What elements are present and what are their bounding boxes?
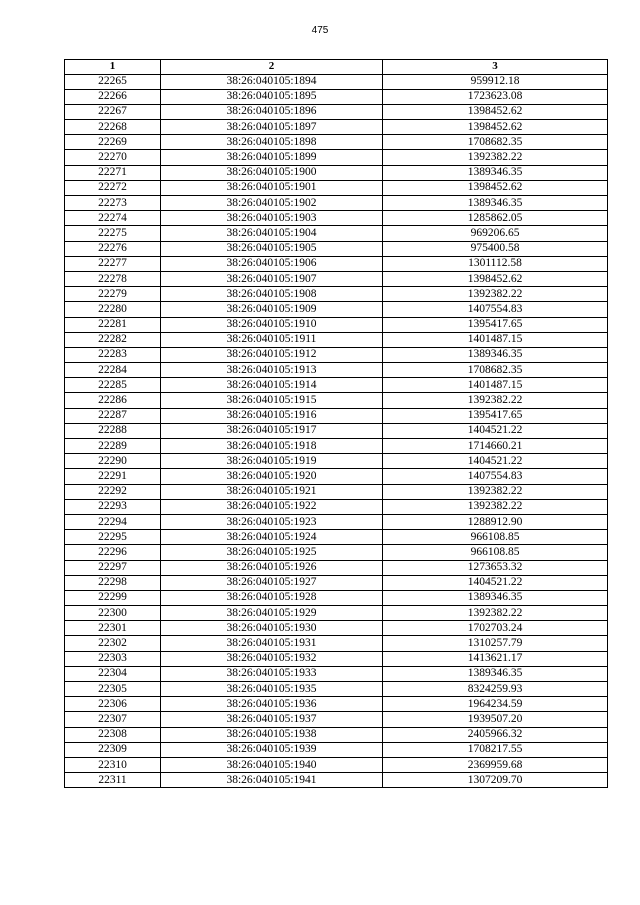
row-number-cell: 22267 <box>65 104 161 119</box>
value-cell: 1708217.55 <box>383 742 608 757</box>
cadastral-number-cell: 38:26:040105:1922 <box>161 499 383 514</box>
cadastral-number-cell: 38:26:040105:1901 <box>161 180 383 195</box>
row-number-cell: 22307 <box>65 712 161 727</box>
value-cell: 1392382.22 <box>383 287 608 302</box>
cadastral-number-cell: 38:26:040105:1920 <box>161 469 383 484</box>
value-cell: 1389346.35 <box>383 666 608 681</box>
cadastral-number-cell: 38:26:040105:1932 <box>161 651 383 666</box>
value-cell: 1285862.05 <box>383 211 608 226</box>
cadastral-number-cell: 38:26:040105:1912 <box>161 347 383 362</box>
table-row <box>65 347 608 362</box>
table-row <box>65 393 608 408</box>
table-row <box>65 697 608 712</box>
value-cell: 1389346.35 <box>383 590 608 605</box>
value-cell: 2405966.32 <box>383 727 608 742</box>
row-number-cell: 22288 <box>65 423 161 438</box>
table-header <box>65 60 608 75</box>
cadastral-number-cell: 38:26:040105:1940 <box>161 757 383 772</box>
data-table <box>64 59 608 788</box>
row-number-cell: 22311 <box>65 773 161 788</box>
column-header-3: 3 <box>383 60 608 75</box>
row-number-cell: 22283 <box>65 347 161 362</box>
table-row <box>65 742 608 757</box>
table-row <box>65 590 608 605</box>
table-row <box>65 211 608 226</box>
value-cell: 1407554.83 <box>383 469 608 484</box>
table-row <box>65 499 608 514</box>
row-number-cell: 22295 <box>65 530 161 545</box>
table-row <box>65 757 608 772</box>
row-number-cell: 22298 <box>65 575 161 590</box>
table-row <box>65 545 608 560</box>
cadastral-number-cell: 38:26:040105:1933 <box>161 666 383 681</box>
value-cell: 1392382.22 <box>383 499 608 514</box>
row-number-cell: 22308 <box>65 727 161 742</box>
row-number-cell: 22301 <box>65 621 161 636</box>
cadastral-number-cell: 38:26:040105:1911 <box>161 332 383 347</box>
table-row <box>65 530 608 545</box>
table-row <box>65 439 608 454</box>
cadastral-number-cell: 38:26:040105:1896 <box>161 104 383 119</box>
row-number-cell: 22266 <box>65 89 161 104</box>
column-header-2: 2 <box>161 60 383 75</box>
table-row <box>65 74 608 89</box>
cadastral-number-cell: 38:26:040105:1904 <box>161 226 383 241</box>
row-number-cell: 22289 <box>65 439 161 454</box>
row-number-cell: 22296 <box>65 545 161 560</box>
cadastral-number-cell: 38:26:040105:1926 <box>161 560 383 575</box>
value-cell: 959912.18 <box>383 74 608 89</box>
cadastral-number-cell: 38:26:040105:1919 <box>161 454 383 469</box>
cadastral-number-cell: 38:26:040105:1918 <box>161 439 383 454</box>
value-cell: 1404521.22 <box>383 423 608 438</box>
value-cell: 1398452.62 <box>383 120 608 135</box>
value-cell: 1273653.32 <box>383 560 608 575</box>
table-row <box>65 423 608 438</box>
table-row <box>65 621 608 636</box>
cadastral-number-cell: 38:26:040105:1929 <box>161 606 383 621</box>
cadastral-number-cell: 38:26:040105:1910 <box>161 317 383 332</box>
cadastral-number-cell: 38:26:040105:1936 <box>161 697 383 712</box>
value-cell: 1398452.62 <box>383 104 608 119</box>
table-row <box>65 408 608 423</box>
table-row <box>65 196 608 211</box>
row-number-cell: 22272 <box>65 180 161 195</box>
row-number-cell: 22285 <box>65 378 161 393</box>
cadastral-number-cell: 38:26:040105:1907 <box>161 271 383 286</box>
value-cell: 1407554.83 <box>383 302 608 317</box>
table-row <box>65 287 608 302</box>
value-cell: 1395417.65 <box>383 317 608 332</box>
value-cell: 1723623.08 <box>383 89 608 104</box>
row-number-cell: 22306 <box>65 697 161 712</box>
row-number-cell: 22287 <box>65 408 161 423</box>
value-cell: 1714660.21 <box>383 439 608 454</box>
table-row <box>65 135 608 150</box>
row-number-cell: 22300 <box>65 606 161 621</box>
cadastral-number-cell: 38:26:040105:1908 <box>161 287 383 302</box>
table-row <box>65 226 608 241</box>
value-cell: 1392382.22 <box>383 150 608 165</box>
row-number-cell: 22278 <box>65 271 161 286</box>
cadastral-number-cell: 38:26:040105:1937 <box>161 712 383 727</box>
value-cell: 1964234.59 <box>383 697 608 712</box>
table-row <box>65 469 608 484</box>
value-cell: 1401487.15 <box>383 332 608 347</box>
table-row <box>65 454 608 469</box>
table-row <box>65 150 608 165</box>
table-row <box>65 89 608 104</box>
row-number-cell: 22309 <box>65 742 161 757</box>
cadastral-number-cell: 38:26:040105:1903 <box>161 211 383 226</box>
value-cell: 1708682.35 <box>383 363 608 378</box>
value-cell: 1389346.35 <box>383 165 608 180</box>
value-cell: 966108.85 <box>383 545 608 560</box>
value-cell: 2369959.68 <box>383 757 608 772</box>
row-number-cell: 22275 <box>65 226 161 241</box>
value-cell: 1395417.65 <box>383 408 608 423</box>
row-number-cell: 22269 <box>65 135 161 150</box>
table-row <box>65 727 608 742</box>
table-row <box>65 241 608 256</box>
cadastral-number-cell: 38:26:040105:1927 <box>161 575 383 590</box>
value-cell: 969206.65 <box>383 226 608 241</box>
value-cell: 1404521.22 <box>383 454 608 469</box>
row-number-cell: 22282 <box>65 332 161 347</box>
table-row <box>65 682 608 697</box>
table-row <box>65 120 608 135</box>
table-row <box>65 636 608 651</box>
row-number-cell: 22279 <box>65 287 161 302</box>
row-number-cell: 22270 <box>65 150 161 165</box>
value-cell: 1389346.35 <box>383 347 608 362</box>
value-cell: 1404521.22 <box>383 575 608 590</box>
cadastral-number-cell: 38:26:040105:1915 <box>161 393 383 408</box>
value-cell: 1288912.90 <box>383 514 608 529</box>
cadastral-number-cell: 38:26:040105:1898 <box>161 135 383 150</box>
table-row <box>65 165 608 180</box>
value-cell: 1398452.62 <box>383 271 608 286</box>
row-number-cell: 22303 <box>65 651 161 666</box>
table-row <box>65 651 608 666</box>
column-header-1: 1 <box>65 60 161 75</box>
table-row <box>65 773 608 788</box>
table-row <box>65 332 608 347</box>
row-number-cell: 22305 <box>65 682 161 697</box>
row-number-cell: 22310 <box>65 757 161 772</box>
value-cell: 1401487.15 <box>383 378 608 393</box>
value-cell: 1708682.35 <box>383 135 608 150</box>
cadastral-number-cell: 38:26:040105:1897 <box>161 120 383 135</box>
table-row <box>65 378 608 393</box>
value-cell: 1301112.58 <box>383 256 608 271</box>
table-row <box>65 712 608 727</box>
row-number-cell: 22277 <box>65 256 161 271</box>
row-number-cell: 22268 <box>65 120 161 135</box>
row-number-cell: 22299 <box>65 590 161 605</box>
table-row <box>65 271 608 286</box>
row-number-cell: 22297 <box>65 560 161 575</box>
cadastral-number-cell: 38:26:040105:1895 <box>161 89 383 104</box>
cadastral-number-cell: 38:26:040105:1939 <box>161 742 383 757</box>
row-number-cell: 22286 <box>65 393 161 408</box>
value-cell: 1307209.70 <box>383 773 608 788</box>
cadastral-number-cell: 38:26:040105:1914 <box>161 378 383 393</box>
cadastral-number-cell: 38:26:040105:1924 <box>161 530 383 545</box>
row-number-cell: 22302 <box>65 636 161 651</box>
row-number-cell: 22281 <box>65 317 161 332</box>
cadastral-number-cell: 38:26:040105:1941 <box>161 773 383 788</box>
table-body <box>65 74 608 788</box>
page-number: 475 <box>311 25 329 36</box>
table-row <box>65 363 608 378</box>
value-cell: 966108.85 <box>383 530 608 545</box>
cadastral-number-cell: 38:26:040105:1923 <box>161 514 383 529</box>
cadastral-number-cell: 38:26:040105:1899 <box>161 150 383 165</box>
row-number-cell: 22280 <box>65 302 161 317</box>
table-row <box>65 484 608 499</box>
table-row <box>65 302 608 317</box>
value-cell: 1702703.24 <box>383 621 608 636</box>
row-number-cell: 22273 <box>65 196 161 211</box>
table-row <box>65 575 608 590</box>
table-row <box>65 180 608 195</box>
cadastral-number-cell: 38:26:040105:1916 <box>161 408 383 423</box>
cadastral-number-cell: 38:26:040105:1928 <box>161 590 383 605</box>
row-number-cell: 22293 <box>65 499 161 514</box>
cadastral-number-cell: 38:26:040105:1931 <box>161 636 383 651</box>
row-number-cell: 22294 <box>65 514 161 529</box>
cadastral-number-cell: 38:26:040105:1917 <box>161 423 383 438</box>
row-number-cell: 22265 <box>65 74 161 89</box>
value-cell: 1392382.22 <box>383 606 608 621</box>
table-row <box>65 256 608 271</box>
value-cell: 1939507.20 <box>383 712 608 727</box>
table-row <box>65 317 608 332</box>
cadastral-number-cell: 38:26:040105:1894 <box>161 74 383 89</box>
row-number-cell: 22290 <box>65 454 161 469</box>
value-cell: 1392382.22 <box>383 484 608 499</box>
row-number-cell: 22271 <box>65 165 161 180</box>
row-number-cell: 22284 <box>65 363 161 378</box>
value-cell: 1398452.62 <box>383 180 608 195</box>
table-row <box>65 514 608 529</box>
table-row <box>65 104 608 119</box>
value-cell: 1310257.79 <box>383 636 608 651</box>
row-number-cell: 22304 <box>65 666 161 681</box>
value-cell: 1413621.17 <box>383 651 608 666</box>
table-row <box>65 606 608 621</box>
row-number-cell: 22292 <box>65 484 161 499</box>
row-number-cell: 22291 <box>65 469 161 484</box>
cadastral-number-cell: 38:26:040105:1925 <box>161 545 383 560</box>
cadastral-number-cell: 38:26:040105:1902 <box>161 196 383 211</box>
cadastral-number-cell: 38:26:040105:1921 <box>161 484 383 499</box>
value-cell: 1389346.35 <box>383 196 608 211</box>
cadastral-number-cell: 38:26:040105:1900 <box>161 165 383 180</box>
cadastral-number-cell: 38:26:040105:1913 <box>161 363 383 378</box>
cadastral-number-cell: 38:26:040105:1909 <box>161 302 383 317</box>
cadastral-number-cell: 38:26:040105:1906 <box>161 256 383 271</box>
value-cell: 975400.58 <box>383 241 608 256</box>
cadastral-number-cell: 38:26:040105:1930 <box>161 621 383 636</box>
cadastral-number-cell: 38:26:040105:1905 <box>161 241 383 256</box>
row-number-cell: 22276 <box>65 241 161 256</box>
value-cell: 1392382.22 <box>383 393 608 408</box>
cadastral-number-cell: 38:26:040105:1935 <box>161 682 383 697</box>
value-cell: 8324259.93 <box>383 682 608 697</box>
header-row <box>65 60 608 75</box>
table-row <box>65 560 608 575</box>
table-row <box>65 666 608 681</box>
row-number-cell: 22274 <box>65 211 161 226</box>
cadastral-number-cell: 38:26:040105:1938 <box>161 727 383 742</box>
